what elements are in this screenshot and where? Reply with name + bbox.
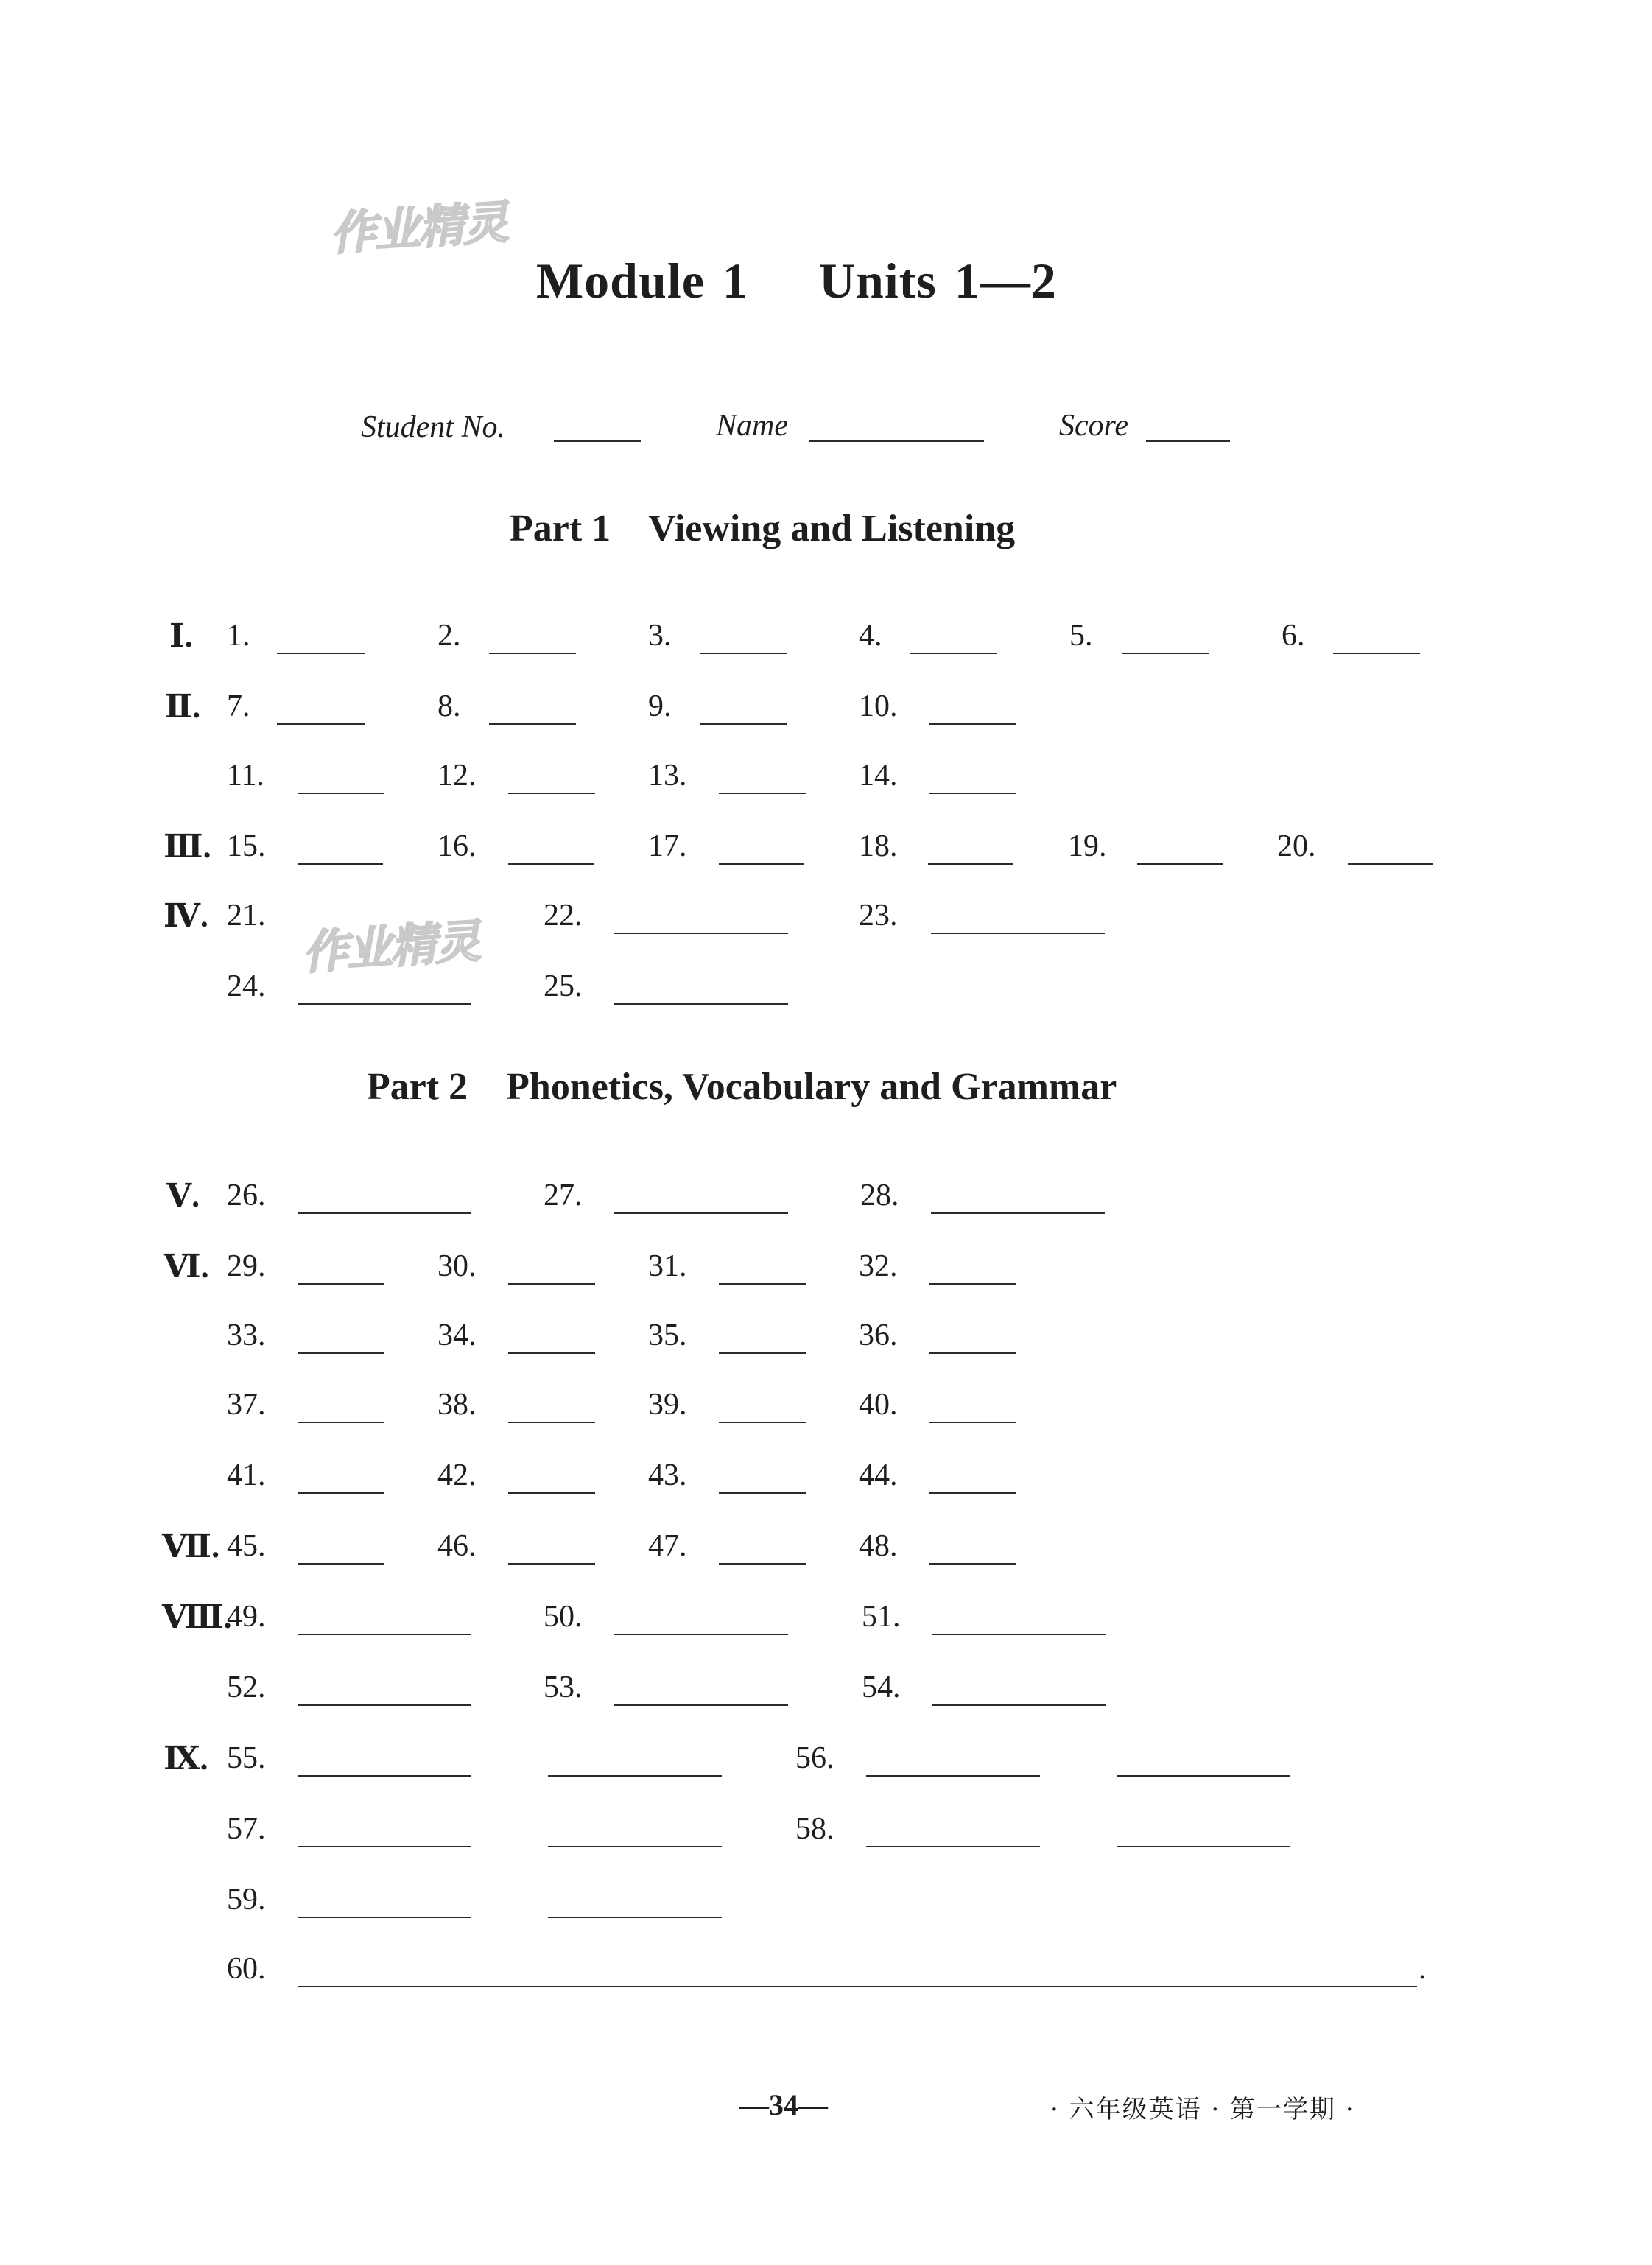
item-number: 51. bbox=[862, 1600, 901, 1634]
section-roman: Ⅱ. bbox=[165, 689, 201, 725]
answer-blank[interactable] bbox=[1117, 1846, 1290, 1847]
answer-blank[interactable] bbox=[910, 653, 997, 654]
item-number: 20. bbox=[1277, 829, 1316, 863]
name-label: Name bbox=[716, 409, 788, 443]
item-number: 18. bbox=[859, 829, 898, 863]
answer-blank[interactable] bbox=[298, 1563, 384, 1565]
answer-blank[interactable] bbox=[298, 1704, 471, 1706]
item-number: 44. bbox=[859, 1458, 898, 1492]
item-number: 49. bbox=[227, 1600, 266, 1634]
answer-blank[interactable] bbox=[866, 1775, 1040, 1777]
name-blank[interactable] bbox=[809, 440, 984, 442]
page-number: —34— bbox=[739, 2088, 828, 2121]
item-number: 8. bbox=[437, 689, 461, 723]
answer-blank[interactable] bbox=[548, 1846, 722, 1847]
section-roman: Ⅷ. bbox=[162, 1599, 232, 1635]
answer-blank[interactable] bbox=[298, 1422, 384, 1423]
answer-blank[interactable] bbox=[277, 653, 365, 654]
item-number: 57. bbox=[227, 1812, 266, 1846]
item-number: 54. bbox=[862, 1671, 901, 1704]
score-label: Score bbox=[1059, 409, 1129, 443]
item-number: 38. bbox=[437, 1388, 477, 1422]
item-number: 41. bbox=[227, 1458, 266, 1492]
answer-blank[interactable] bbox=[614, 1212, 788, 1214]
answer-blank[interactable] bbox=[508, 1492, 595, 1494]
answer-blank[interactable] bbox=[719, 793, 806, 794]
section-roman: Ⅰ. bbox=[169, 618, 193, 654]
part-1-title: Part 1 Viewing and Listening bbox=[510, 508, 1016, 549]
item-number: 31. bbox=[648, 1249, 687, 1283]
section-roman: Ⅸ. bbox=[164, 1741, 208, 1777]
item-number: 50. bbox=[544, 1600, 583, 1634]
answer-blank[interactable] bbox=[719, 1422, 806, 1423]
item-number: 30. bbox=[437, 1249, 477, 1283]
item-number: 29. bbox=[227, 1249, 266, 1283]
item-number: 56. bbox=[795, 1741, 834, 1775]
section-roman: Ⅶ. bbox=[162, 1528, 220, 1565]
item-number: 33. bbox=[227, 1318, 266, 1352]
answer-blank[interactable] bbox=[298, 1352, 384, 1354]
item-number: 47. bbox=[648, 1529, 687, 1563]
section-roman: Ⅲ. bbox=[164, 829, 211, 865]
answer-blank[interactable] bbox=[1122, 653, 1209, 654]
item-number: 35. bbox=[648, 1318, 687, 1352]
item-number: 7. bbox=[227, 689, 250, 723]
answer-blank[interactable] bbox=[277, 723, 365, 725]
item-number: 15. bbox=[227, 829, 266, 863]
answer-blank[interactable] bbox=[929, 793, 1016, 794]
answer-blank[interactable] bbox=[929, 1563, 1016, 1565]
item-number: 21. bbox=[227, 899, 266, 933]
item-number: 2. bbox=[437, 619, 461, 653]
item-number: 40. bbox=[859, 1388, 898, 1422]
item-number: 37. bbox=[227, 1388, 266, 1422]
answer-blank[interactable] bbox=[298, 793, 384, 794]
item-number: 36. bbox=[859, 1318, 898, 1352]
answer-blank[interactable] bbox=[931, 1212, 1105, 1214]
item-number: 4. bbox=[859, 619, 882, 653]
answer-blank-long[interactable] bbox=[298, 1986, 1417, 1987]
item-number: 12. bbox=[437, 759, 477, 793]
answer-blank[interactable] bbox=[508, 1352, 595, 1354]
answer-blank[interactable] bbox=[298, 1492, 384, 1494]
answer-blank[interactable] bbox=[719, 1352, 806, 1354]
answer-blank[interactable] bbox=[298, 1917, 471, 1918]
item-number: 42. bbox=[437, 1458, 477, 1492]
item-number: 46. bbox=[437, 1529, 477, 1563]
answer-blank[interactable] bbox=[719, 1492, 806, 1494]
page-title: Module 1 Units 1—2 bbox=[536, 253, 1057, 309]
item-number: 59. bbox=[227, 1883, 266, 1917]
answer-blank[interactable] bbox=[932, 1634, 1106, 1635]
item-number: 34. bbox=[437, 1318, 477, 1352]
answer-blank[interactable] bbox=[298, 863, 383, 865]
answer-blank[interactable] bbox=[928, 863, 1013, 865]
answer-blank[interactable] bbox=[700, 723, 787, 725]
item-number: 48. bbox=[859, 1529, 898, 1563]
answer-blank[interactable] bbox=[489, 723, 576, 725]
item-number: 1. bbox=[227, 619, 250, 653]
answer-blank[interactable] bbox=[298, 1283, 384, 1285]
answer-blank[interactable] bbox=[932, 1704, 1106, 1706]
answer-blank[interactable] bbox=[929, 1422, 1016, 1423]
answer-blank[interactable] bbox=[508, 1283, 595, 1285]
answer-blank[interactable] bbox=[929, 1492, 1016, 1494]
answer-blank[interactable] bbox=[508, 863, 594, 865]
answer-blank[interactable] bbox=[508, 1422, 595, 1423]
answer-blank[interactable] bbox=[719, 863, 804, 865]
item-number: 55. bbox=[227, 1741, 266, 1775]
item-number: 28. bbox=[860, 1179, 899, 1212]
part-2-title: Part 2 Phonetics, Vocabulary and Grammar bbox=[367, 1066, 1117, 1108]
answer-blank[interactable] bbox=[298, 1212, 471, 1214]
answer-blank[interactable] bbox=[548, 1775, 722, 1777]
item-number: 39. bbox=[648, 1388, 687, 1422]
answer-blank[interactable] bbox=[298, 1846, 471, 1847]
item-number: 17. bbox=[648, 829, 687, 863]
item-number: 16. bbox=[437, 829, 477, 863]
answer-blank[interactable] bbox=[489, 653, 576, 654]
item-number: 11. bbox=[227, 759, 264, 793]
answer-blank[interactable] bbox=[298, 1003, 471, 1005]
section-roman: Ⅵ. bbox=[164, 1249, 209, 1285]
book-label: · 六年级英语 · 第一学期 · bbox=[1050, 2095, 1355, 2124]
item-number: 60. bbox=[227, 1952, 266, 1986]
answer-blank[interactable] bbox=[614, 1003, 788, 1005]
item-number: 58. bbox=[795, 1812, 834, 1846]
item-number: 45. bbox=[227, 1529, 266, 1563]
answer-blank[interactable] bbox=[866, 1846, 1040, 1847]
answer-blank[interactable] bbox=[1348, 863, 1433, 865]
section-roman: Ⅴ. bbox=[166, 1178, 200, 1214]
item-number: 26. bbox=[227, 1179, 266, 1212]
sentence-period: . bbox=[1419, 1952, 1427, 1986]
answer-blank[interactable] bbox=[929, 1352, 1016, 1354]
item-number: 52. bbox=[227, 1671, 266, 1704]
answer-blank[interactable] bbox=[929, 1283, 1016, 1285]
answer-blank[interactable] bbox=[298, 1634, 471, 1635]
item-number: 5. bbox=[1069, 619, 1093, 653]
answer-blank[interactable] bbox=[1137, 863, 1223, 865]
score-blank[interactable] bbox=[1146, 440, 1230, 442]
watermark: 作业精灵 bbox=[300, 913, 481, 980]
answer-blank[interactable] bbox=[1117, 1775, 1290, 1777]
item-number: 6. bbox=[1282, 619, 1305, 653]
answer-blank[interactable] bbox=[508, 1563, 595, 1565]
item-number: 3. bbox=[648, 619, 672, 653]
answer-blank[interactable] bbox=[614, 1704, 788, 1706]
student-no-label: Student No. bbox=[361, 410, 505, 444]
item-number: 53. bbox=[544, 1671, 583, 1704]
answer-blank[interactable] bbox=[548, 1917, 722, 1918]
answer-blank[interactable] bbox=[700, 653, 787, 654]
item-number: 14. bbox=[859, 759, 898, 793]
answer-blank[interactable] bbox=[298, 1775, 471, 1777]
item-number: 43. bbox=[648, 1458, 687, 1492]
item-number: 24. bbox=[227, 969, 266, 1003]
item-number: 27. bbox=[544, 1179, 583, 1212]
item-number: 23. bbox=[859, 899, 898, 933]
section-roman: Ⅳ. bbox=[164, 898, 208, 934]
item-number: 32. bbox=[859, 1249, 898, 1283]
item-number: 13. bbox=[648, 759, 687, 793]
answer-blank[interactable] bbox=[719, 1563, 806, 1565]
answer-blank[interactable] bbox=[614, 1634, 788, 1635]
item-number: 10. bbox=[859, 689, 898, 723]
student-no-blank[interactable] bbox=[554, 440, 641, 442]
answer-blank[interactable] bbox=[931, 933, 1105, 934]
watermark: 作业精灵 bbox=[328, 194, 509, 261]
answer-blank[interactable] bbox=[1333, 653, 1420, 654]
answer-blank[interactable] bbox=[719, 1283, 806, 1285]
item-number: 25. bbox=[544, 969, 583, 1003]
answer-blank[interactable] bbox=[929, 723, 1016, 725]
item-number: 9. bbox=[648, 689, 672, 723]
answer-blank[interactable] bbox=[614, 933, 788, 934]
item-number: 22. bbox=[544, 899, 583, 933]
item-number: 19. bbox=[1068, 829, 1107, 863]
answer-blank[interactable] bbox=[508, 793, 595, 794]
